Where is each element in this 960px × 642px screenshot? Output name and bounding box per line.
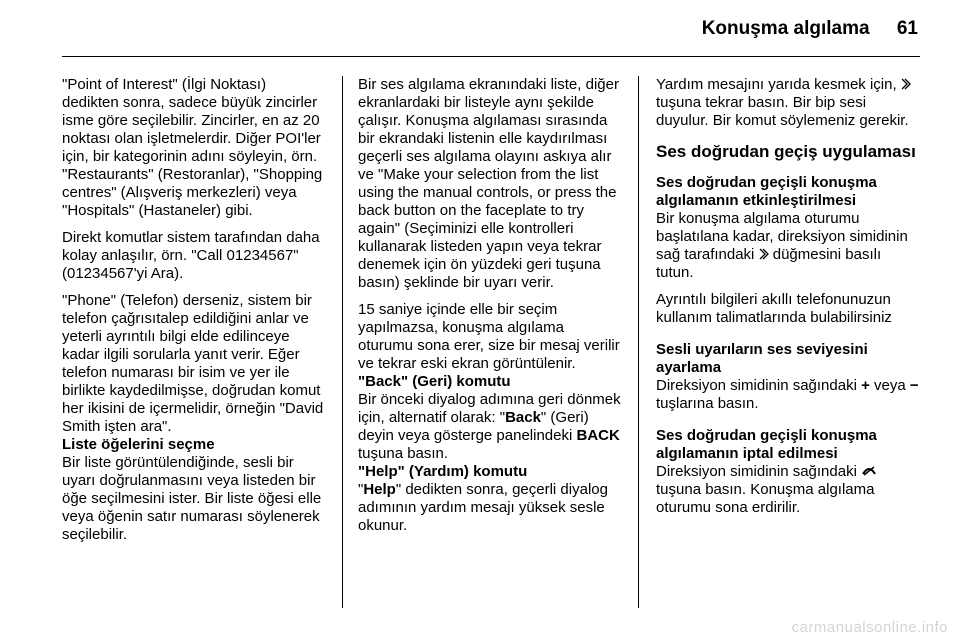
text: tuşlarına basın.: [656, 395, 759, 412]
text: tuşuna basın.: [358, 445, 449, 462]
paragraph: Bir ses algılama ekranındaki liste, diğer ekranlardaki bir listeyle aynı şekilde çalışır. Konuşma algılaması sırasında bir ekrandaki listenin elle kaydırılması geçerli ses algılama olayını askıya alır ve "Make your selection from the list using the manual controls, or press the back button on the faceplate to try again" (Seçiminizi elle kontrolleri kullanarak listeden yapın veya tekrar denemek için ön yüzdeki geri tuşuna basın) şeklinde bir uyarı verir.: [358, 76, 619, 291]
page-number: 61: [896, 18, 918, 39]
subheading: Sesli uyarıların ses seviyesini ayarlama: [656, 341, 868, 376]
page-title: Konuşma algılama: [701, 18, 870, 39]
paragraph: Bir liste görüntülendiğinde, sesli bir uyarı doğrulanmasını veya listeden bir öğe seçilmesini ister. Bir liste öğesi elle veya öğenin satır numarası söylenerek seçilebilir.: [62, 454, 322, 543]
column-divider-2: [638, 76, 639, 608]
subheading: Ses doğrudan geçişli konuşma algılamanın etkinleştirilmesi: [656, 174, 877, 209]
text: Yardım mesajını yarıda kesmek için,: [656, 76, 901, 93]
section-title: Ses doğrudan geçiş uygulaması: [656, 142, 916, 161]
watermark: carmanualsonline.info: [791, 619, 948, 636]
text: Back: [505, 409, 541, 426]
paragraph: [358, 391, 622, 463]
column-1: [62, 76, 326, 553]
subheading: "Help" (Yardım) komutu: [358, 463, 528, 480]
subheading: "Back" (Geri) komutu: [358, 373, 511, 390]
paragraph: [656, 210, 922, 282]
paragraph: [656, 377, 922, 413]
column-3: [656, 76, 922, 526]
column-divider-1: [342, 76, 343, 608]
paragraph: "Point of Interest" (İlgi Noktası) dedikten sonra, sadece büyük zincirler isme göre seçilebilir. Zincirler, en az 20 noktası olan işletmelerdir. Diğer POI'ler için, bir kategorinin adını söyleyin, örn. "Restaurants" (Restoranlar), "Shopping centres" (Alışveriş merkezleri) veya "Hospitals" (Hastaneler) gibi.: [62, 76, 323, 219]
paragraph: [656, 76, 922, 130]
paragraph: [656, 463, 922, 517]
hang-up-icon: [861, 466, 877, 476]
text: ": [358, 481, 364, 498]
text: Direksiyon simidinin sağındaki: [656, 377, 862, 394]
voice-icon: [759, 248, 769, 260]
subheading: Ses doğrudan geçişli konuşma algılamanın iptal edilmesi: [656, 427, 877, 462]
plus-icon: +: [861, 377, 870, 394]
text: tuşuna tekrar basın. Bir bip sesi duyulur. Bir komut söylemeniz gerekir.: [656, 94, 909, 129]
header-rule: [62, 56, 920, 57]
subheading: Liste öğelerini seçme: [62, 436, 215, 453]
paragraph: 15 saniye içinde elle bir seçim yapılmazsa, konuşma algılama oturumu sona erer, size bir mesaj verilir ve tekrar eski ekran görüntülenir.: [358, 301, 620, 372]
paragraph: "Phone" (Telefon) derseniz, sistem bir telefon çağrısıtalep edildiğini anlar ve yeterli ayrıntılı bilgi elde edilinceye kadar ilgili sorularla yanıt verir. Eğer telefon numarası bir isim ve yer ile birlikte kaydedilmişse, doğrudan komut her ikisini de içermelidir, örneğin "David Smith işten ara".: [62, 292, 324, 435]
text: tuşuna basın. Konuşma algılama oturumu sona erdirilir.: [656, 481, 875, 516]
text: Direksiyon simidinin sağındaki: [656, 463, 862, 480]
text: düğmesini basılı tutun.: [656, 246, 882, 281]
text: veya: [869, 377, 910, 394]
column-2: [358, 76, 622, 544]
paragraph: Ayrıntılı bilgileri akıllı telefonunuzun kullanım talimatlarında bulabilirsiniz: [656, 291, 892, 326]
text: " (Geri) deyin veya gösterge panelindeki: [358, 409, 589, 444]
paragraph: [358, 481, 622, 535]
text: Bir konuşma algılama oturumu başlatılana kadar, direksiyon simidinin sağ tarafındaki: [656, 210, 908, 263]
text: BACK: [576, 427, 620, 444]
paragraph: Direkt komutlar sistem tarafından daha kolay anlaşılır, örn. "Call 01234567" (01234567'yi Ara).: [62, 229, 320, 282]
voice-icon: [901, 78, 911, 90]
page-header: [702, 18, 918, 40]
minus-icon: −: [909, 377, 919, 394]
text: " dedikten sonra, geçerli diyalog adımının yardım mesajı yüksek sesle okunur.: [358, 481, 608, 534]
text: Bir önceki diyalog adımına geri dönmek için, alternatif olarak: ": [358, 391, 621, 426]
text: Help: [363, 481, 396, 498]
